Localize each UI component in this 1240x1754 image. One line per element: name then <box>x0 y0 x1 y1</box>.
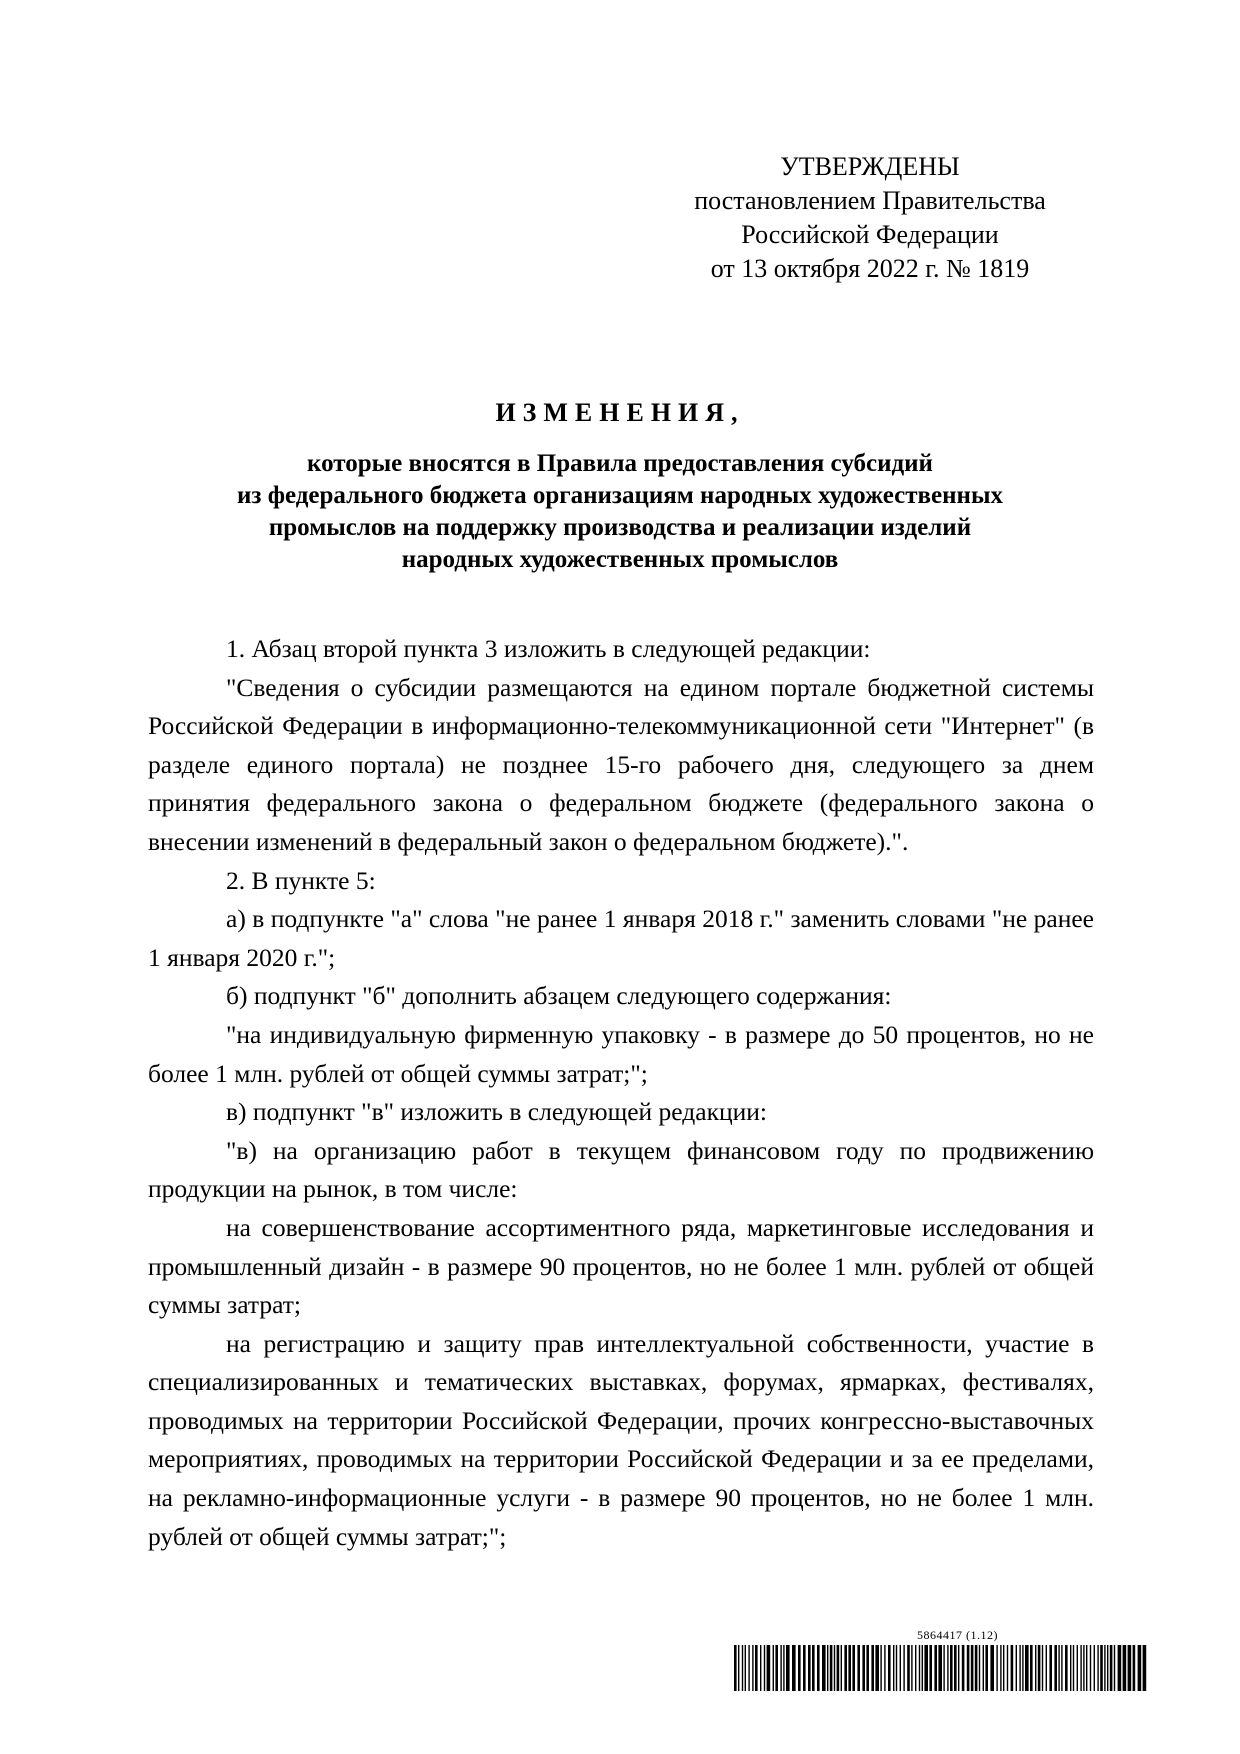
barcode-bar <box>830 1645 833 1691</box>
barcode-bar <box>834 1645 835 1691</box>
barcode-bar <box>1133 1645 1136 1691</box>
barcode-bar <box>792 1645 796 1691</box>
barcode-bar <box>962 1645 965 1691</box>
barcode-bar <box>783 1645 784 1691</box>
barcode-bar <box>967 1645 970 1691</box>
barcode-bar <box>862 1645 865 1691</box>
barcode-bar <box>971 1645 974 1691</box>
barcode-bar <box>1058 1645 1059 1691</box>
barcode-bar <box>880 1645 881 1691</box>
barcode-bar <box>900 1645 901 1691</box>
barcode-bar <box>1094 1645 1095 1691</box>
barcode-bar <box>1007 1645 1008 1691</box>
barcode-bar <box>1038 1645 1041 1691</box>
barcode-bar <box>943 1645 944 1691</box>
barcode-bar <box>1011 1645 1014 1691</box>
barcode-bar <box>1022 1645 1023 1691</box>
barcode-bar <box>1070 1645 1071 1691</box>
barcode-bar <box>919 1645 920 1691</box>
barcode-bar <box>775 1645 778 1691</box>
document-title: ИЗМЕНЕНИЯ, <box>495 398 745 427</box>
barcode-bar <box>1143 1645 1147 1691</box>
barcode-bar <box>1025 1645 1029 1691</box>
barcode-bar <box>915 1645 916 1691</box>
barcode-bar <box>773 1645 774 1691</box>
barcode-bar <box>871 1645 874 1691</box>
barcode-bar <box>1061 1645 1062 1691</box>
barcode-bar <box>748 1645 749 1691</box>
barcode-bar <box>934 1645 937 1691</box>
document-subtitle <box>100 448 1140 576</box>
barcode-bar <box>1086 1645 1087 1691</box>
barcode-bar <box>896 1645 897 1691</box>
barcode-bar <box>755 1645 758 1691</box>
barcode-bar <box>1054 1645 1057 1691</box>
barcode-bar <box>1046 1645 1047 1691</box>
barcode-bar <box>1000 1645 1001 1691</box>
barcode-bar <box>817 1645 820 1691</box>
paragraph: б) подпункт "б" дополнить абзацем следующего содержания: <box>226 981 892 1011</box>
barcode-bar <box>752 1645 753 1691</box>
barcode-bar <box>1049 1645 1052 1691</box>
barcode-bar <box>947 1645 948 1691</box>
barcode-bar <box>734 1645 737 1691</box>
barcode-bar <box>975 1645 978 1691</box>
barcode-bar <box>786 1645 790 1691</box>
barcode-bar <box>780 1645 781 1691</box>
barcode-bar <box>1016 1645 1017 1691</box>
barcode-bar <box>1073 1645 1074 1691</box>
paragraph: 1. Абзац второй пункта 3 изложить в следующей редакции: <box>226 634 871 663</box>
barcode-bar <box>875 1645 879 1691</box>
barcode-bar <box>738 1645 739 1691</box>
barcode-bar <box>1114 1645 1115 1691</box>
barcode-bar <box>852 1645 855 1691</box>
barcode-bar <box>1077 1645 1078 1691</box>
subtitle-line: из федерального бюджета организациям народных художественных <box>237 482 1003 509</box>
paragraph: а) в подпункте "а" слова "не ранее 1 января 2018 г." заменить словами "не ранее 1 января 2020 г."; <box>148 904 1094 972</box>
barcode-bar <box>1065 1645 1068 1691</box>
barcode-bar <box>1138 1645 1142 1691</box>
barcode-bar <box>954 1645 957 1691</box>
paragraph: "в) на организацию работ в текущем финансовом году по продвижению продукции на рынок, в том числе: <box>148 1135 1094 1204</box>
barcode-bar <box>742 1645 743 1691</box>
approval-line: Российской Федерации <box>741 220 999 249</box>
subtitle-line: народных художественных промыслов <box>401 546 839 573</box>
barcode-bar <box>1118 1645 1122 1691</box>
barcode-bar <box>1107 1645 1108 1691</box>
paragraph: 2. В пункте 5: <box>226 865 376 895</box>
barcode-bar <box>798 1645 801 1691</box>
barcode-bar <box>812 1645 815 1691</box>
barcode-bar <box>1123 1645 1127 1691</box>
barcode-bar <box>911 1645 912 1691</box>
barcode-bar <box>1019 1645 1020 1691</box>
barcode-bar <box>1080 1645 1081 1691</box>
barcode-icon <box>732 1645 1148 1691</box>
approval-line: постановлением Правительства <box>694 186 1046 215</box>
paragraph: "Сведения о субсидии размещаются на едином портале бюджетной системы Российской Федерации в информационно-телекоммуникационной сети "Интернет" (в разделе единого портала) не позднее 15-го рабочего дня, следующего за днем принятия федерального закона о федеральном бюджете (федерального закона о внесении изменений в федеральный закон о федеральном бюджете).". <box>148 672 1094 856</box>
barcode-number: 5864417 (1.12) <box>917 1628 998 1642</box>
barcode-bar <box>922 1645 923 1691</box>
barcode-bar <box>1090 1645 1091 1691</box>
barcode-bar <box>884 1645 885 1691</box>
subtitle-line: которые вносятся в Правила предоставления субсидий <box>307 450 933 477</box>
barcode-bar <box>929 1645 932 1691</box>
barcode-bar <box>803 1645 806 1691</box>
barcode-bar <box>990 1645 994 1691</box>
subtitle-line: промыслов на поддержку производства и реализации изделий <box>268 514 972 541</box>
barcode-bar <box>745 1645 746 1691</box>
barcode-bar <box>907 1645 910 1691</box>
barcode-bar <box>1003 1645 1004 1691</box>
barcode-bar <box>808 1645 811 1691</box>
barcode-bar <box>938 1645 942 1691</box>
barcode-bar <box>903 1645 904 1691</box>
barcode-bar <box>822 1645 826 1691</box>
barcode-bar <box>979 1645 980 1691</box>
barcode-bar <box>844 1645 847 1691</box>
paragraph: "на индивидуальную фирменную упаковку - в размере до 50 процентов, но не более 1 млн. рублей от общей суммы затрат;"; <box>148 1019 1094 1088</box>
barcode-bar <box>950 1645 953 1691</box>
barcode-bar <box>958 1645 959 1691</box>
barcode-bar <box>1083 1645 1084 1691</box>
approval-title: УТВЕРЖДЕНЫ <box>780 152 960 181</box>
barcode-bar <box>841 1645 842 1691</box>
barcode-block <box>732 1628 1148 1696</box>
barcode-bar <box>764 1645 765 1691</box>
approval-date: от 13 октября 2022 г. № 1819 <box>710 254 1030 283</box>
barcode-bar <box>857 1645 860 1691</box>
barcode-bar <box>1100 1645 1103 1691</box>
barcode-bar <box>1097 1645 1098 1691</box>
barcode-bar <box>1104 1645 1105 1691</box>
barcode-bar <box>848 1645 851 1691</box>
barcode-bar <box>893 1645 894 1691</box>
barcode-bar <box>827 1645 828 1691</box>
barcode-bar <box>866 1645 869 1691</box>
barcode-bar <box>1042 1645 1043 1691</box>
barcode-bar <box>985 1645 988 1691</box>
barcode-bar <box>1030 1645 1033 1691</box>
barcode-bar <box>1110 1645 1113 1691</box>
barcode-bar <box>983 1645 984 1691</box>
barcode-bar <box>888 1645 891 1691</box>
barcode-bar <box>1035 1645 1036 1691</box>
paragraph: в) подпункт "в" изложить в следующей редакции: <box>226 1097 767 1127</box>
barcode-bar <box>837 1645 840 1691</box>
barcode-bar <box>924 1645 928 1691</box>
paragraph: на совершенствование ассортиментного ряда, маркетинговые исследования и промышленный дизайн - в размере 90 процентов, но не более 1 млн. рублей от общей суммы затрат; <box>148 1212 1094 1320</box>
barcode-bar <box>996 1645 997 1691</box>
barcode-bar <box>1128 1645 1132 1691</box>
document-body <box>148 630 1094 1556</box>
paragraph: на регистрацию и защиту прав интеллектуальной собственности, участие в специализированных и тематических выставках, форумах, ярмарках, фестивалях, проводимых на территории Российской Федерации, прочих конгрессно-выставочных мероприятиях, проводимых на территории Российской Федерации и за ее пределами, на рекламно-информационные услуги - в размере 90 процентов, но не более 1 млн. рублей от общей суммы затрат;"; <box>148 1328 1094 1551</box>
approval-stamp <box>620 150 1120 286</box>
barcode-bar <box>767 1645 771 1691</box>
barcode-bar <box>760 1645 761 1691</box>
